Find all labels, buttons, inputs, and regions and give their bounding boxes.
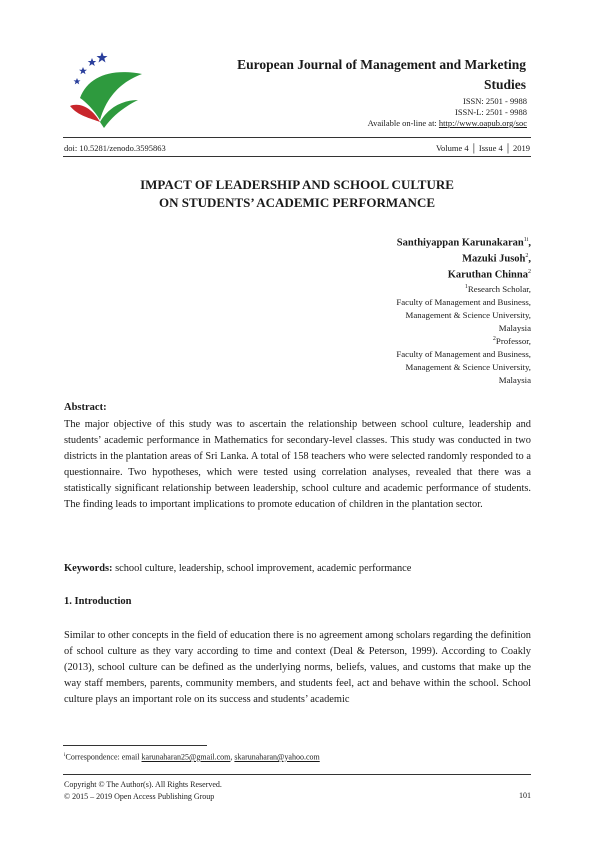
issn-l: ISSN-L: 2501 - 9988 (454, 107, 527, 117)
footnote-separator: , (230, 752, 235, 762)
journal-logo (66, 46, 146, 128)
author-2 (231, 249, 531, 267)
affiliation-university: Management & Science University, (405, 309, 531, 320)
author-sup: 2 (528, 269, 531, 275)
email-link-2[interactable]: skarunaharan@yahoo.com (234, 752, 320, 762)
abstract-heading: Abstract: (64, 402, 107, 413)
author-name: Santhiyappan Karunakaran (396, 237, 524, 249)
online-availability (277, 118, 527, 128)
email-link-1[interactable]: karunaharan25@gmail.com (141, 752, 231, 762)
volume-issue-year: Volume 4 │ Issue 4 │ 2019 (435, 143, 530, 153)
author-sup: 2 (525, 253, 529, 259)
journal-title-line1: European Journal of Management and Marketing (237, 57, 526, 72)
author-1 (231, 233, 531, 251)
affiliation-country: Malaysia (498, 322, 531, 333)
online-prefix: Available on-line at: (367, 118, 439, 128)
copyright-line2: © 2015 – 2019 Open Access Publishing Group (64, 792, 215, 801)
journal-title-line2: Studies (483, 77, 526, 92)
affiliation-role: Research Scholar, (467, 283, 531, 294)
author-3 (231, 265, 531, 283)
keywords (64, 563, 531, 574)
doi: doi: 10.5281/zenodo.3595863 (64, 143, 166, 153)
author-suffix: , (528, 253, 531, 265)
paper-title (63, 176, 531, 212)
affiliation-faculty: Faculty of Management and Business, (396, 348, 531, 359)
footnote-prefix: Correspondence: email (65, 752, 142, 762)
author-name: Mazuki Jusoh (462, 253, 526, 265)
author-suffix: , (528, 237, 531, 249)
footnote-sup: i (64, 752, 66, 758)
copyright (64, 779, 222, 803)
affiliation-faculty: Faculty of Management and Business, (396, 296, 531, 307)
introduction-text: Similar to other concepts in the field of education there is no agreement among scholars regarding the definition of school culture as they vary according to time and context (Deal & Peterson, 1999). According to Coakly (2013), school culture can be defined as the underlying norms, beliefs, values, and customs that make up the way staff members, parents, community members, and students feel, act and behave within the school. School culture plays an important role on its success and students’ academic (64, 630, 531, 705)
footnote-divider (63, 745, 207, 746)
author-sup: 1i (523, 237, 529, 243)
author-name: Karuthan Chinna (447, 269, 528, 281)
paper-title-line2: ON STUDENTS’ ACADEMIC PERFORMANCE (158, 195, 436, 210)
keywords-label: Keywords: (64, 563, 113, 574)
journal-title (196, 55, 526, 95)
copyright-line1: Copyright © The Author(s). All Rights Reserved. (64, 780, 222, 789)
header-divider (63, 137, 531, 138)
metaline-divider (63, 156, 531, 157)
issn: ISSN: 2501 - 9988 (463, 96, 527, 106)
doi-metaline (64, 143, 530, 153)
journal-url-link[interactable]: http://www.oapub.org/soc (438, 118, 527, 128)
introduction-heading: 1. Introduction (64, 596, 132, 607)
footnote (64, 752, 531, 762)
keywords-text: school culture, leadership, school improvement, academic performance (112, 563, 412, 574)
affiliation-sup: 1 (464, 284, 468, 290)
affiliation-2 (231, 333, 531, 387)
page-number: 101 (519, 791, 531, 800)
affiliation-country: Malaysia (498, 374, 531, 385)
paper-title-line1: IMPACT OF LEADERSHIP AND SCHOOL CULTURE (140, 177, 454, 192)
abstract-text: The major objective of this study was to ascertain the relationship between school culture, leadership and students’ academic performance in Mathematics for secondary-level classes. This study was conducted in two districts in the plantation areas of Sri Lanka. A total of 158 teachers who were selected randomly responded to a questionnaire. Two hypotheses, which were tested using correlation analyses, revealed that there was a statistically significant relationship between leadership, school culture and academic performance of students. The finding leads to important implications to promote education of children in the plantation sector. (64, 419, 531, 510)
affiliation-role: Professor, (495, 335, 531, 346)
affiliation-sup: 2 (492, 336, 496, 342)
affiliation-1 (231, 281, 531, 335)
footer-divider (63, 774, 531, 775)
affiliation-university: Management & Science University, (405, 361, 531, 372)
